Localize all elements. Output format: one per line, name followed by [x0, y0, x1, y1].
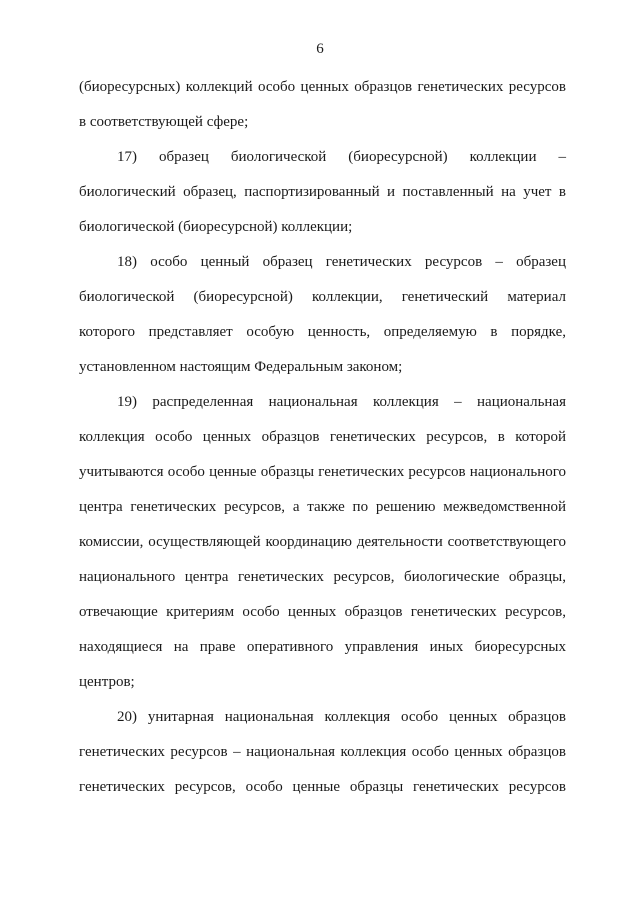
text-line: генетических ресурсов, особо ценные образцы генетических ресурсов — [79, 779, 566, 795]
text-line: 19) распределенная национальная коллекция – национальная — [117, 394, 566, 410]
text-line: биологический образец, паспортизированный и поставленный на учет в — [79, 184, 566, 200]
text-line: (биоресурсных) коллекций особо ценных образцов генетических ресурсов — [79, 79, 566, 95]
text-line: которого представляет особую ценность, определяемую в порядке, — [79, 324, 566, 340]
text-line: биологической (биоресурсной) коллекции, генетический материал — [79, 289, 566, 305]
text-line: генетических ресурсов – национальная коллекция особо ценных образцов — [79, 744, 566, 760]
text-line: комиссии, осуществляющей координацию деятельности соответствующего — [79, 534, 566, 550]
text-line: центров; — [79, 674, 135, 690]
text-line: учитываются особо ценные образцы генетических ресурсов национального — [79, 464, 566, 480]
text-line: 20) унитарная национальная коллекция особо ценных образцов — [117, 709, 566, 725]
text-line: находящиеся на праве оперативного управления иных биоресурсных — [79, 639, 566, 655]
text-line: национального центра генетических ресурсов, биологические образцы, — [79, 569, 566, 585]
page-number: 6 — [316, 41, 324, 57]
text-line: центра генетических ресурсов, а также по решению межведомственной — [79, 499, 566, 515]
text-line: установленном настоящим Федеральным законом; — [79, 359, 403, 375]
text-line: коллекция особо ценных образцов генетических ресурсов, в которой — [79, 429, 566, 445]
text-line: 17) образец биологической (биоресурсной) коллекции – — [117, 149, 566, 165]
text-line: биологической (биоресурсной) коллекции; — [79, 219, 353, 235]
text-line: в соответствующей сфере; — [79, 114, 249, 130]
text-line: 18) особо ценный образец генетических ресурсов – образец — [117, 254, 566, 270]
text-line: отвечающие критериям особо ценных образцов генетических ресурсов, — [79, 604, 566, 620]
